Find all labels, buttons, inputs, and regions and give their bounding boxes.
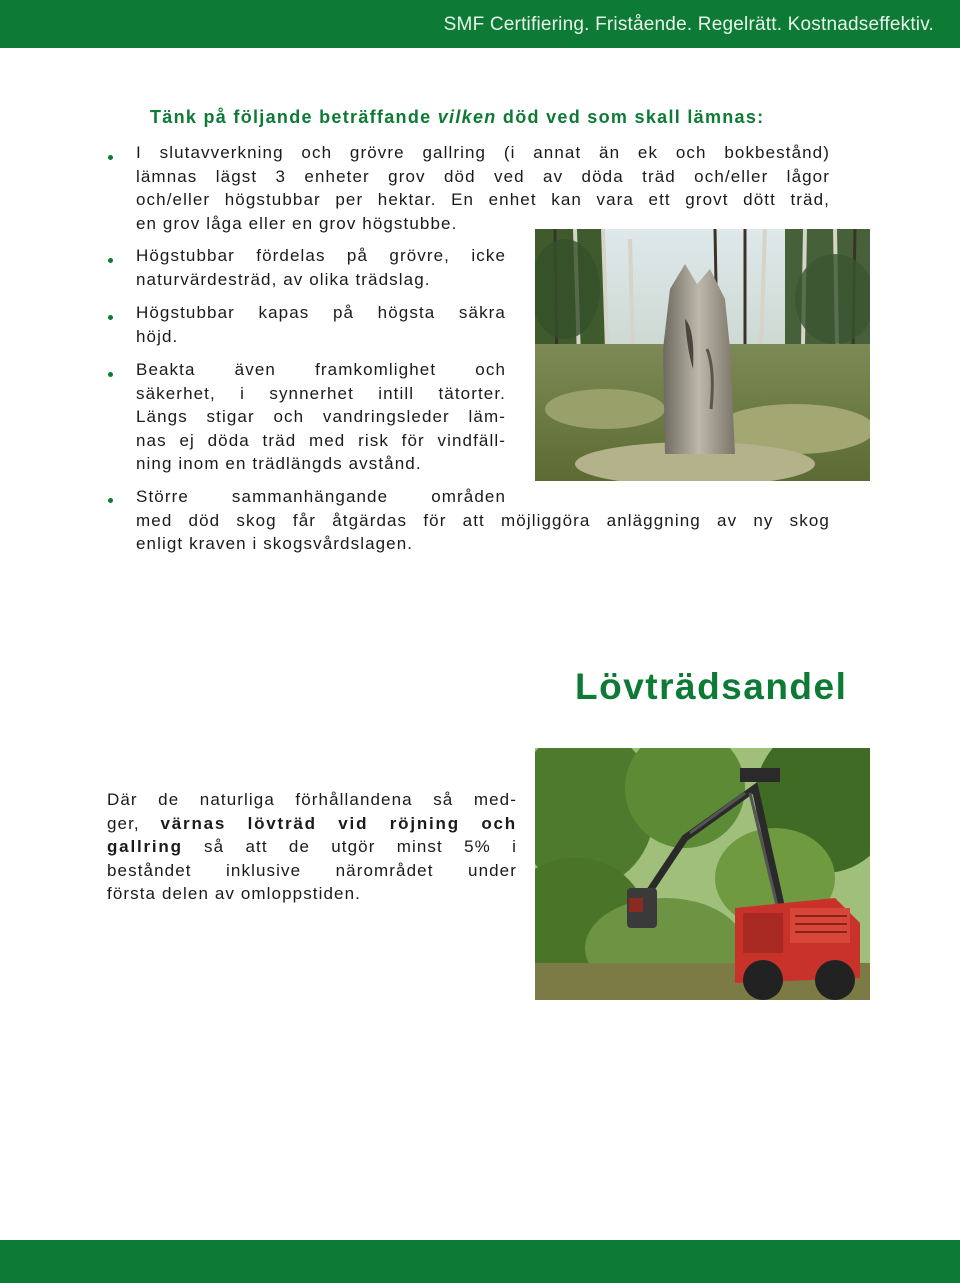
footer-bar [0, 1240, 960, 1283]
list-item: Större sammanhängande områden med död skog får åtgärdas för att möjliggöra anläggning av ny skog enligt kraven i skogsvårdslagen. [136, 487, 830, 553]
bullet-icon [108, 372, 113, 377]
bullet-icon [108, 258, 113, 263]
bullet-icon [108, 155, 113, 160]
list-item: Högstubbar fördelas på grövre, icke naturvärdesträd, av olika trädslag. [136, 246, 506, 289]
section-title-lovtradsandel: Lövträdsandel [575, 666, 848, 707]
bullet-icon [108, 315, 113, 320]
list-item: I slutavverkning och grövre gallring (i annat än ek och bokbestånd) lämnas lägst 3 enheter grov död ved av döda träd och/eller lågor och/eller högstubbar per hektar. En enhet kan vara ett grovt dött träd, en grov låga eller en grov högstubbe. [136, 143, 830, 233]
header-tagline: SMF Certifiering. Fristående. Regelrätt. Kostnadseffektiv. [443, 14, 934, 35]
header-bar [0, 0, 960, 48]
high-stump-photo [535, 229, 870, 481]
section-heading: Tänk på följande beträffande vilken död ved som skall lämnas: [150, 107, 765, 127]
bullet-icon [108, 498, 113, 503]
lovtrad-paragraph: Där de naturliga förhållandena så med- ger, värnas lövträd vid röjning och gallring så att de utgör minst 5% i beståndet inklusive närområdet under första delen av omloppstiden. [107, 790, 517, 903]
harvester-photo [535, 748, 870, 1000]
list-item: Högstubbar kapas på högsta säkra höjd. [136, 303, 506, 346]
list-item: Beakta även framkomlighet och säkerhet, i synnerhet intill tätorter. Längs stigar och vandringsleder läm- nas ej döda träd med risk för vindfäll- ning inom en trädlängds avstånd. [136, 360, 506, 473]
